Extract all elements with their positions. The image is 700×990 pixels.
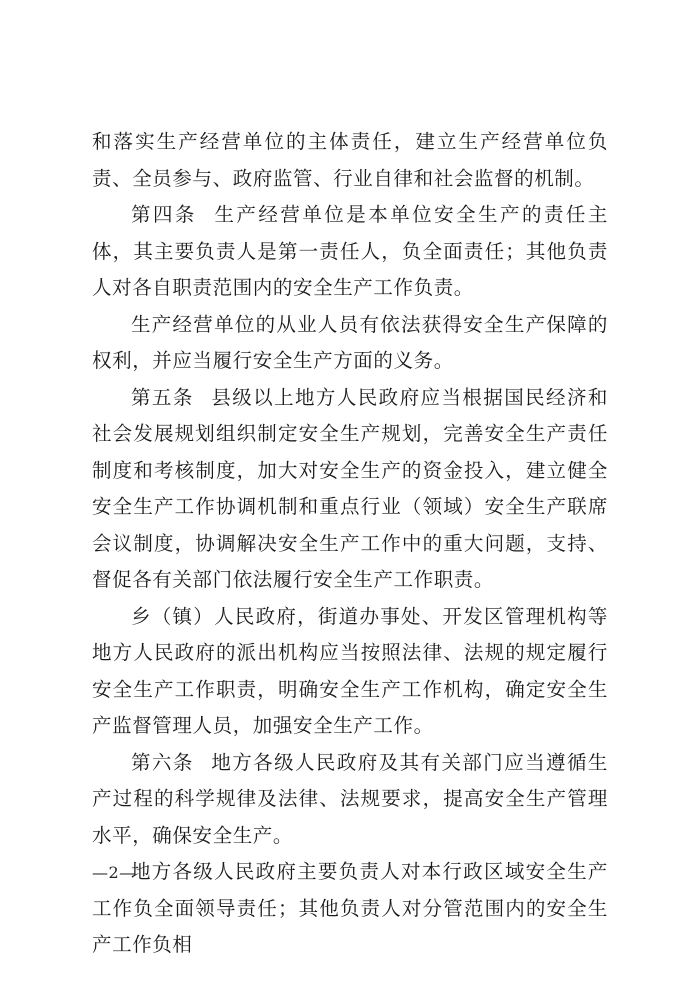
document-body <box>92 124 608 964</box>
paragraph-text: 县级以上地方人民政府应当根据国民经济和社会发展规划组织制定安全生产规划，完善安全生产责任制度和考核制度，加大对安全生产的资金投入，建立健全安全生产工作协调机制和重点行业（领域）安全生产联席会议制度，协调解决安全生产工作中的重大问题，支持、督促各有关部门依法履行安全生产工作职责。 <box>92 385 608 591</box>
paragraph <box>92 854 608 964</box>
paragraph-text: 乡（镇）人民政府，街道办事处、开发区管理机构等地方人民政府的派出机构应当按照法律、法规的规定履行安全生产工作职责，明确安全生产工作机构，确定安全生产监督管理人员，加强安全生产工作。 <box>92 604 608 737</box>
paragraph-text: 地方各级人民政府及其有关部门应当遵循生产过程的科学规律及法律、法规要求，提高安全生产管理水平，确保安全生产。 <box>92 750 608 847</box>
paragraph-article-4 <box>92 197 608 307</box>
article-heading: 第四条 <box>131 203 197 226</box>
paragraph-text: 生产经营单位的从业人员有依法获得安全生产保障的权利，并应当履行安全生产方面的义务。 <box>92 312 608 372</box>
paragraph <box>92 599 608 745</box>
paragraph <box>92 307 608 380</box>
paragraph-article-6 <box>92 745 608 855</box>
article-heading: 第五条 <box>131 385 194 409</box>
paragraph-article-5 <box>92 380 608 599</box>
paragraph-text: 和落实生产经营单位的主体责任，建立生产经营单位负责、全员参与、政府监管、行业自律和社会监督的机制。 <box>92 130 608 190</box>
page-number: —2— <box>92 863 136 882</box>
paragraph-text: 地方各级人民政府主要负责人对本行政区域安全生产工作负全面领导责任；其他负责人对分管范围内的安全生产工作负相 <box>92 860 608 956</box>
article-heading: 第六条 <box>131 750 194 774</box>
paragraph-text: 生产经营单位是本单位安全生产的责任主体，其主要负责人是第一责任人，负全面责任；其他负责人对各自职责范围内的安全生产工作负责。 <box>92 203 608 299</box>
paragraph-continuation <box>92 124 608 197</box>
